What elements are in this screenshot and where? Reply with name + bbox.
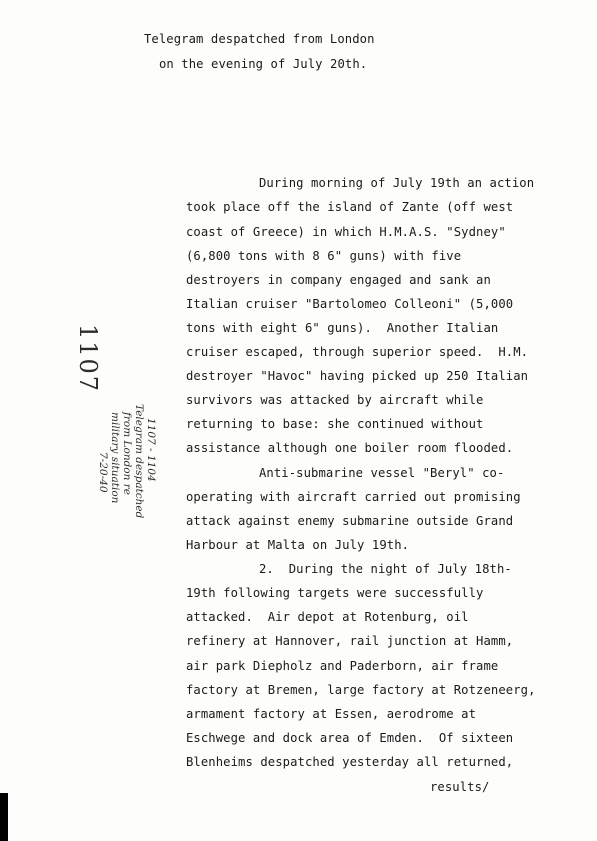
body-line: took place off the island of Zante (off west	[186, 200, 514, 214]
body-line: (6,800 tons with 8 6" guns) with five	[186, 249, 462, 263]
body-line: Harbour at Malta on July 19th.	[186, 538, 410, 552]
handwritten-annotation-line: military situation	[109, 412, 121, 504]
body-line: 19th following targets were successfully	[186, 586, 484, 600]
handwritten-annotation-line: 1107 - 1104	[145, 418, 157, 482]
body-line: destroyer "Havoc" having picked up 250 Italian	[186, 369, 529, 383]
handwritten-annotation-line: Telegram despatched	[133, 404, 145, 519]
handwritten-reference-number: 1107	[74, 324, 102, 394]
body-line: refinery at Hannover, rail junction at Hamm,	[186, 634, 514, 648]
heading-line-2: on the evening of July 20th.	[159, 57, 368, 71]
heading-line-1: Telegram despatched from London	[144, 32, 375, 46]
handwritten-annotation-line: from London re	[121, 412, 133, 495]
body-line: returning to base: she continued without	[186, 417, 484, 431]
body-line: Italian cruiser "Bartolomeo Colleoni" (5,000	[186, 297, 514, 311]
body-line: survivors was attacked by aircraft while	[186, 393, 484, 407]
body-line: During morning of July 19th an action	[259, 176, 535, 190]
handwritten-annotation-line: 7-20-40	[97, 452, 109, 493]
body-line: Eschwege and dock area of Emden. Of sixteen	[186, 731, 514, 745]
body-line: operating with aircraft carried out promising	[186, 490, 521, 504]
body-line: air park Diepholz and Paderborn, air frame	[186, 659, 499, 673]
body-line: destroyers in company engaged and sank an	[186, 273, 491, 287]
body-line: tons with eight 6" guns). Another Italian	[186, 321, 499, 335]
body-line: attacked. Air depot at Rotenburg, oil	[186, 610, 469, 624]
body-line: assistance although one boiler room flooded.	[186, 441, 514, 455]
body-line: attack against enemy submarine outside Grand	[186, 514, 514, 528]
catchword: results/	[430, 780, 490, 794]
body-line: armament factory at Essen, aerodrome at	[186, 707, 477, 721]
scan-edge-mark	[0, 793, 8, 841]
body-line: cruiser escaped, through superior speed. H.M.	[186, 345, 529, 359]
body-line: coast of Greece) in which H.M.A.S. "Sydney"	[186, 225, 506, 239]
body-line: 2. During the night of July 18th-	[259, 562, 512, 576]
body-line: Anti-submarine vessel "Beryl" co-	[259, 466, 505, 480]
body-line: factory at Bremen, large factory at Rotzeneerg,	[186, 683, 536, 697]
body-line: Blenheims despatched yesterday all returned,	[186, 755, 514, 769]
